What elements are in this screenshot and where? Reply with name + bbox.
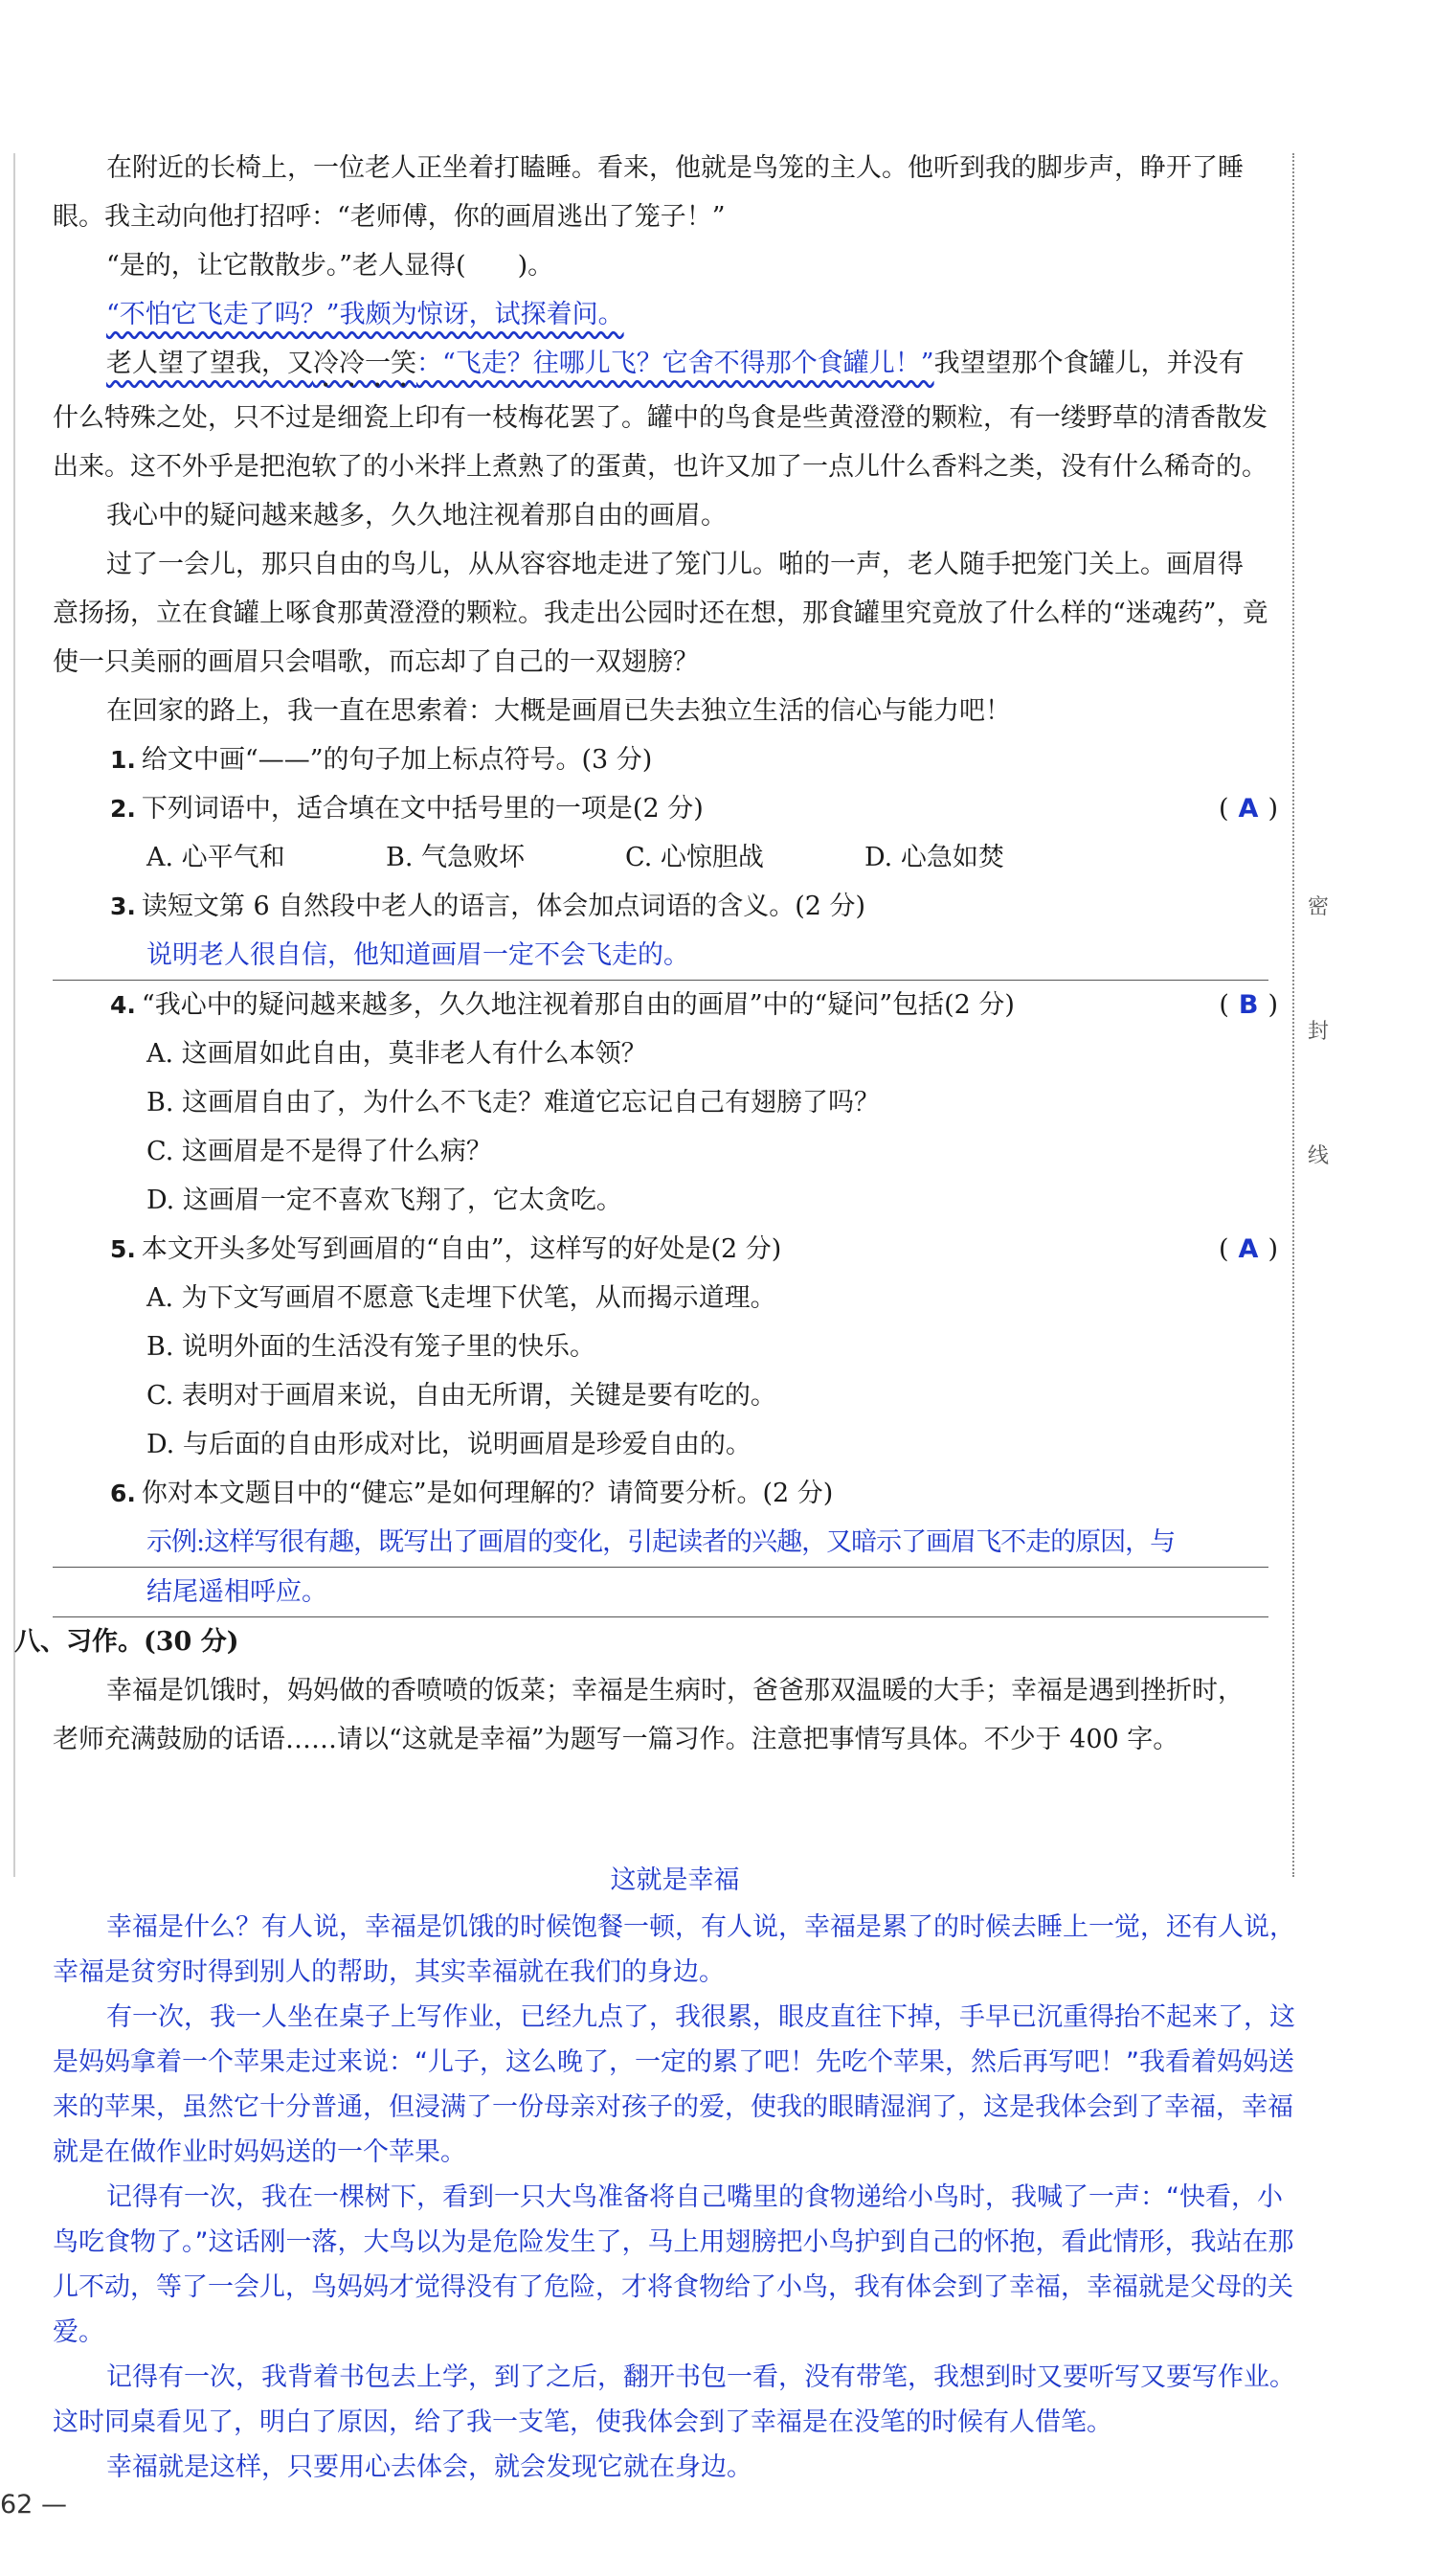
passage-paragraph-3	[53, 290, 1268, 339]
question-1	[53, 735, 1268, 784]
passage-paragraph-7: 在回家的路上，我一直在思索着：大概是画眉已失去独立生活的信心与能力吧！	[106, 696, 1011, 726]
answer-bracket	[1219, 1225, 1278, 1274]
page-number: 62 —	[0, 2490, 67, 2520]
section-8-heading: 八、习作。(30 分)	[14, 1627, 239, 1657]
punctuated-sentence-1: “不怕它飞走了吗？”我颇为惊讶，试探着问。	[106, 300, 624, 329]
bracket-open: (	[1219, 990, 1229, 1020]
question-6-answer-line-2: 结尾遥相呼应。	[53, 1568, 1268, 1617]
question-3-answer: 说明老人很自信，他知道画眉一定不会飞走的。	[53, 931, 1268, 981]
binding-label-3: 线	[1308, 1144, 1330, 1168]
question-text: 读短文第 6 自然段中老人的语言，体会加点词语的含义。(2 分)	[141, 892, 866, 921]
option-c: C. 这画眉是不是得了什么病？	[146, 1137, 492, 1166]
question-text: 本文开头多处写到画眉的“自由”，这样写的好处是(2 分)	[141, 1234, 782, 1264]
option-d: D. 与后面的自由形成对比，说明画眉是珍爱自由的。	[146, 1430, 752, 1459]
passage-paragraph-4	[53, 339, 1268, 491]
question-6	[53, 1469, 1268, 1518]
answer-choice: A	[1238, 794, 1259, 824]
bracket-open: (	[1219, 794, 1229, 824]
essay-paragraph-2: 有一次，我一人坐在桌子上写作业，已经九点了，我很累，眼皮直往下掉，手早已沉重得抬不起来了，这是妈妈拿着一个苹果走过来说：“儿子，这么晚了，一定的累了吧！先吃个苹果，然后再写吧！”我看着妈妈送来的苹果，虽然它十分普通，但浸满了一份母亲对孩子的爱，使我的眼睛湿润了，这是我体会到了幸福，幸福就是在做作业时妈妈送的一个苹果。	[53, 2002, 1295, 2167]
bracket-close: )	[1268, 794, 1278, 824]
dotted-word: 冷冷一笑	[313, 349, 416, 378]
question-number: 1.	[110, 746, 136, 774]
option-d: D. 这画眉一定不喜欢飞翔了，它太贪吃。	[146, 1186, 622, 1215]
question-text: “我心中的疑问越来越多，久久地注视着那自由的画眉”中的“疑问”包括(2 分)	[141, 990, 1015, 1020]
answer-choice: A	[1238, 1234, 1259, 1264]
binding-line	[1292, 153, 1294, 1877]
passage-paragraph-1: 在附近的长椅上，一位老人正坐着打瞌睡。看来，他就是鸟笼的主人。他听到我的脚步声，睁开了睡眼。我主动向他打招呼：“老师傅，你的画眉逃出了笼子！”	[53, 153, 1244, 232]
question-6-answer-line-1: 示例:这样写很有趣，既写出了画眉的变化，引起读者的兴趣，又暗示了画眉飞不走的原因，与	[53, 1518, 1268, 1568]
question-number: 5.	[110, 1235, 136, 1263]
answer-bracket	[1219, 981, 1278, 1029]
option-b: B. 气急败坏	[386, 843, 526, 872]
essay-title: 这就是幸福	[610, 1865, 740, 1895]
essay-paragraph-1: 幸福是什么？有人说，幸福是饥饿的时候饱餐一顿，有人说，幸福是累了的时候去睡上一觉，还有人说，幸福是贫穷时得到别人的帮助，其实幸福就在我们的身边。	[53, 1912, 1295, 1987]
question-5	[53, 1225, 1278, 1274]
sentence-part-c: 我望望那个食罐儿，并没有什么特殊之处，只不过是细瓷上印有一枝梅花罢了。罐中的鸟食是些黄澄澄的颗粒，有一缕野草的清香散发出来。这不外乎是把泡软了的小米拌上煮熟了的蛋黄，也许又加了一点儿什么香料之类，没有什么稀奇的。	[53, 349, 1268, 482]
option-c: C. 心惊胆战	[625, 843, 764, 872]
punctuated-sentence-2	[106, 349, 934, 378]
bracket-close: )	[1268, 990, 1278, 1020]
question-number: 4.	[110, 991, 136, 1019]
question-number: 3.	[110, 893, 136, 920]
option-a: A. 为下文写画眉不愿意飞走埋下伏笔，从而揭示道理。	[146, 1283, 776, 1313]
option-b: B. 说明外面的生活没有笼子里的快乐。	[146, 1332, 596, 1362]
option-a: A. 心平气和	[146, 843, 285, 872]
section-8-prompt: 幸福是饥饿时，妈妈做的香喷喷的饭菜；幸福是生病时，爸爸那双温暖的大手；幸福是遇到挫折时，老师充满鼓励的话语……请以“这就是幸福”为题写一篇习作。注意把事情写具体。不少于 400 字。	[53, 1676, 1244, 1754]
bracket-close: )	[1268, 1234, 1278, 1264]
sentence-part-a: 老人望了望我，又	[106, 349, 313, 378]
question-3	[53, 882, 1268, 931]
essay-paragraph-4: 记得有一次，我背着书包去上学，到了之后，翻开书包一看，没有带笔，我想到时又要听写又要写作业。这时同桌看见了，明白了原因，给了我一支笔，使我体会到了幸福是在没笔的时候有人借笔。	[53, 2362, 1295, 2437]
option-a: A. 这画眉如此自由，莫非老人有什么本领？	[146, 1039, 647, 1069]
question-2-options	[53, 833, 1268, 882]
question-4	[53, 981, 1278, 1029]
sentence-part-b: ：“飞走？往哪儿飞？它舍不得那个食罐儿！”	[416, 349, 934, 378]
option-d: D. 心急如焚	[864, 843, 1004, 872]
binding-label-1: 密	[1308, 895, 1330, 919]
question-number: 6.	[110, 1480, 136, 1507]
question-text: 下列词语中，适合填在文中括号里的一项是(2 分)	[141, 794, 704, 824]
binding-label-2: 封	[1308, 1020, 1330, 1044]
essay-answer	[53, 1858, 1297, 2490]
option-c: C. 表明对于画眉来说，自由无所谓，关键是要有吃的。	[146, 1381, 776, 1411]
answer-bracket	[1219, 784, 1278, 833]
reading-section	[14, 144, 1278, 1764]
question-number: 2.	[110, 795, 136, 823]
essay-paragraph-3: 记得有一次，我在一棵树下，看到一只大鸟准备将自己嘴里的食物递给小鸟时，我喊了一声：“快看，小鸟吃食物了。”这话刚一落，大鸟以为是危险发生了，马上用翅膀把小鸟护到自己的怀抱，看此情形，我站在那儿不动，等了一会儿，鸟妈妈才觉得没有了危险，才将食物给了小鸟，我有体会到了幸福，幸福就是父母的关爱。	[53, 2182, 1294, 2347]
passage-paragraph-2: “是的，让它散散步。”老人显得( )。	[106, 251, 554, 281]
passage-paragraph-6: 过了一会儿，那只自由的鸟儿，从从容容地走进了笼门儿。啪的一声，老人随手把笼门关上。画眉得意扬扬，立在食罐上啄食那黄澄澄的颗粒。我走出公园时还在想，那食罐里究竟放了什么样的“迷魂药”，竟使一只美丽的画眉只会唱歌，而忘却了自己的一双翅膀？	[53, 550, 1268, 677]
option-b: B. 这画眉自由了，为什么不飞走？难道它忘记自己有翅膀了吗？	[146, 1088, 881, 1118]
question-2	[53, 784, 1278, 833]
essay-paragraph-5: 幸福就是这样，只要用心去体会，就会发现它就在身边。	[106, 2452, 752, 2482]
question-text: 你对本文题目中的“健忘”是如何理解的？请简要分析。(2 分)	[141, 1479, 834, 1508]
question-text: 给文中画“——”的句子加上标点符号。(3 分)	[141, 745, 653, 775]
answer-choice: B	[1238, 990, 1259, 1020]
bracket-open: (	[1219, 1234, 1229, 1264]
passage-paragraph-5: 我心中的疑问越来越多，久久地注视着那自由的画眉。	[106, 501, 727, 531]
